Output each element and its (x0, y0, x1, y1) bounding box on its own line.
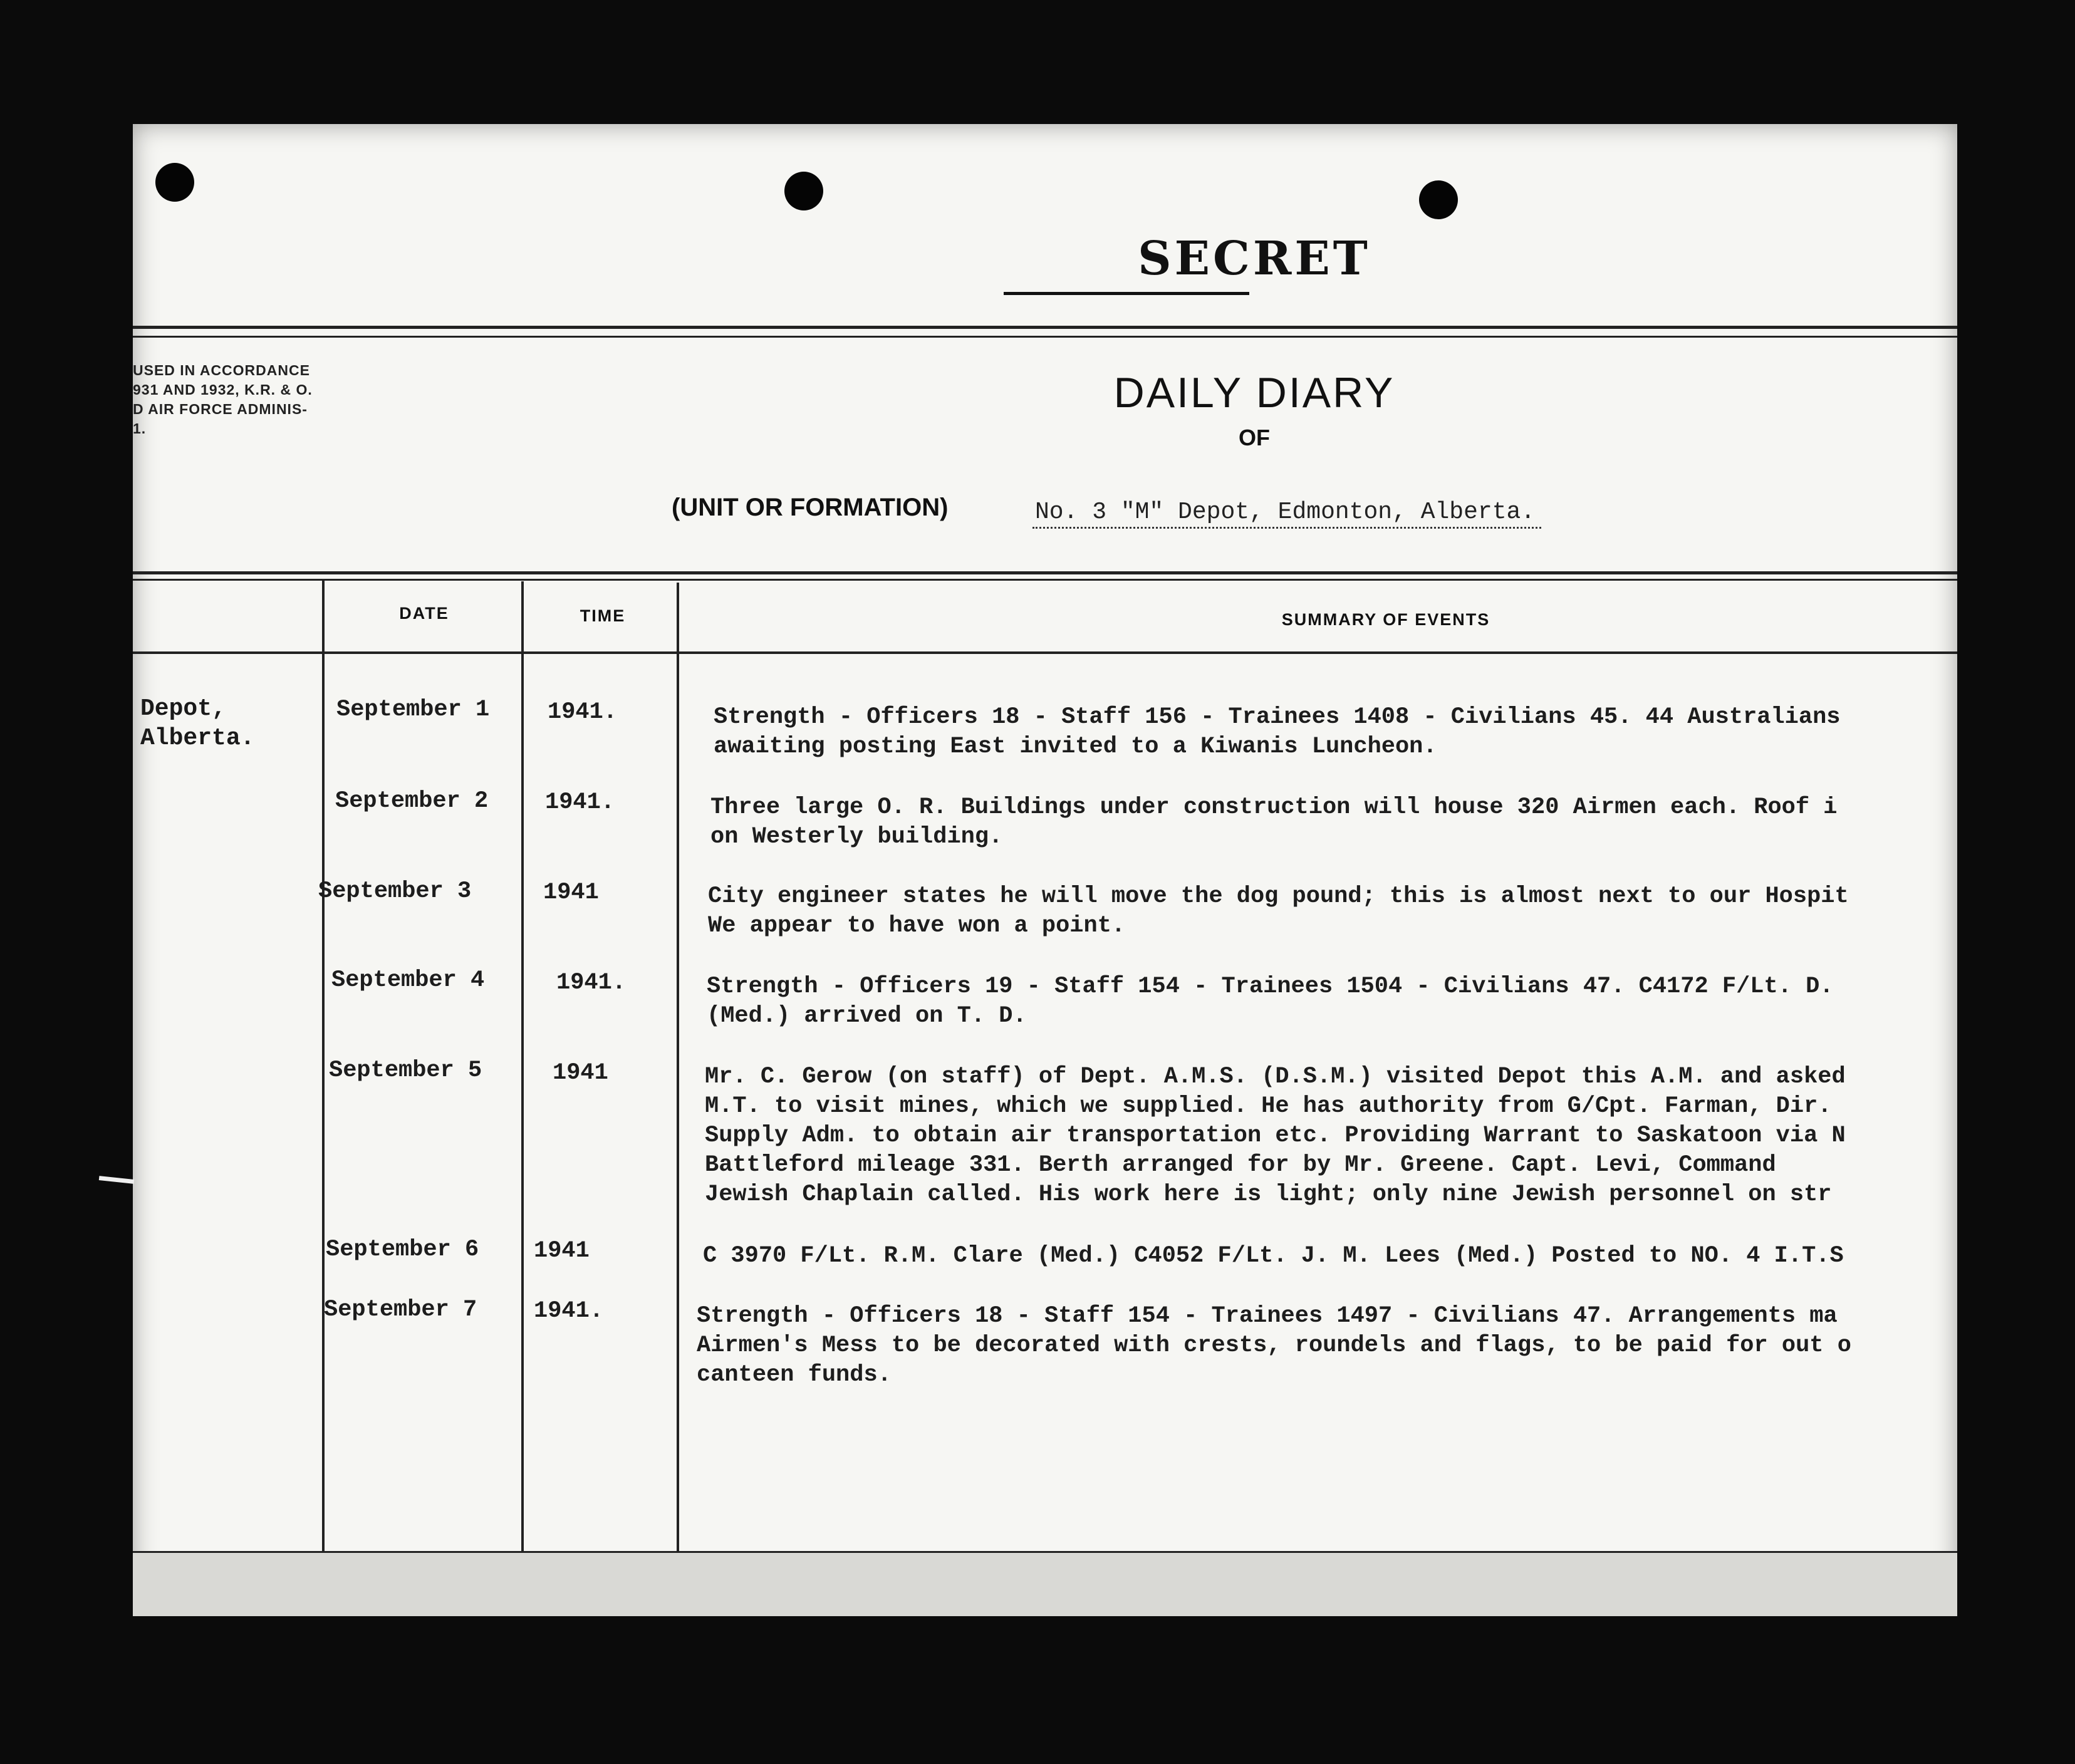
place-cell (140, 694, 254, 753)
entry-date: September 1 (336, 697, 490, 723)
entry-date: September 2 (335, 788, 489, 814)
summary-line: on Westerly building. (710, 824, 1003, 850)
summary-line: M.T. to visit mines, which we supplied. He has authority from G/Cpt. Farman, Dir. (705, 1093, 1832, 1119)
entry-summary (710, 793, 1838, 852)
column-divider (322, 580, 325, 1551)
table-rule-bottom (133, 1551, 1957, 1553)
entry-summary (714, 703, 1841, 762)
table-header-rule (133, 651, 1957, 654)
entry-date: September 4 (331, 967, 485, 994)
page-title: DAILY DIARY (1113, 369, 1395, 417)
entry-date: September 7 (324, 1297, 477, 1323)
entry-time: 1941 (534, 1238, 590, 1264)
regulation-note: USED IN ACCORDANCE 931 AND 1932, K.R. & O. D AIR FORCE ADMINIS- 1. (133, 362, 313, 437)
summary-line: (Med.) arrived on T. D. (707, 1003, 1027, 1029)
entry-time: 1941. (548, 699, 618, 725)
edge-mark (99, 1176, 134, 1184)
summary-line: Strength - Officers 19 - Staff 154 - Trainees 1504 - Civilians 47. C4172 F/Lt. D. (707, 973, 1834, 1000)
entry-date: September 3 (318, 878, 472, 905)
column-header-date: DATE (399, 604, 449, 623)
summary-line: canteen funds. (697, 1362, 892, 1388)
column-divider (521, 581, 524, 1551)
column-header-summary: SUMMARY OF EVENTS (1281, 610, 1490, 629)
punch-hole (155, 163, 194, 202)
punch-hole (784, 172, 823, 210)
entry-time: 1941. (545, 789, 615, 816)
header-rule-top-thin (133, 336, 1957, 338)
entry-summary (707, 972, 1834, 1031)
entry-time: 1941. (556, 970, 627, 996)
punch-hole (1419, 180, 1458, 219)
summary-line: Supply Adm. to obtain air transportation etc. Providing Warrant to Saskatoon via N (705, 1123, 1846, 1149)
diary-sheet (133, 124, 1957, 1616)
entry-time: 1941. (534, 1298, 604, 1324)
title-of: OF (1239, 425, 1270, 450)
entry-summary (708, 882, 1849, 941)
place-line: Depot, (140, 695, 226, 722)
summary-line: We appear to have won a point. (708, 913, 1126, 939)
summary-line: City engineer states he will move the dog pound; this is almost next to our Hospit (708, 883, 1849, 910)
summary-line: awaiting posting East invited to a Kiwanis Luncheon. (714, 734, 1437, 760)
summary-line: Airmen's Mess to be decorated with crests, roundels and flags, to be paid for out o (697, 1332, 1851, 1359)
header-rule-top (133, 326, 1957, 329)
entry-summary (703, 1242, 1844, 1271)
classification-stamp: SECRET (1138, 232, 1371, 286)
entry-summary (705, 1062, 1846, 1210)
unit-label: (UNIT OR FORMATION) (672, 494, 949, 521)
table-rule-top-thin (133, 579, 1957, 581)
entry-time: 1941 (543, 879, 599, 906)
summary-line: Jewish Chaplain called. His work here is light; only nine Jewish personnel on str (705, 1181, 1832, 1208)
summary-line: Strength - Officers 18 - Staff 154 - Trainees 1497 - Civilians 47. Arrangements ma (697, 1303, 1838, 1329)
entry-date: September 6 (326, 1237, 479, 1263)
entry-summary (697, 1302, 1851, 1390)
summary-line: Three large O. R. Buildings under construction will house 320 Airmen each. Roof i (710, 794, 1838, 821)
entry-time: 1941 (553, 1060, 608, 1086)
unit-value: No. 3 "M" Depot, Edmonton, Alberta. (1032, 499, 1541, 529)
table-rule-top (133, 571, 1957, 574)
summary-line: Mr. C. Gerow (on staff) of Dept. A.M.S. (D.S.M.) visited Depot this A.M. and asked (705, 1064, 1846, 1090)
summary-line: C 3970 F/Lt. R.M. Clare (Med.) C4052 F/Lt. J. M. Lees (Med.) Posted to NO. 4 I.T.S (703, 1243, 1844, 1269)
entry-date: September 5 (329, 1057, 482, 1084)
place-line: Alberta. (140, 725, 255, 752)
column-header-time: TIME (580, 606, 626, 625)
summary-line: Strength - Officers 18 - Staff 156 - Trainees 1408 - Civilians 45. 44 Australians (714, 704, 1841, 730)
summary-line: Battleford mileage 331. Berth arranged for by Mr. Greene. Capt. Levi, Command (705, 1152, 1776, 1178)
classification-underline (1004, 292, 1249, 295)
column-divider (677, 583, 679, 1551)
lower-margin-band (133, 1552, 1957, 1616)
